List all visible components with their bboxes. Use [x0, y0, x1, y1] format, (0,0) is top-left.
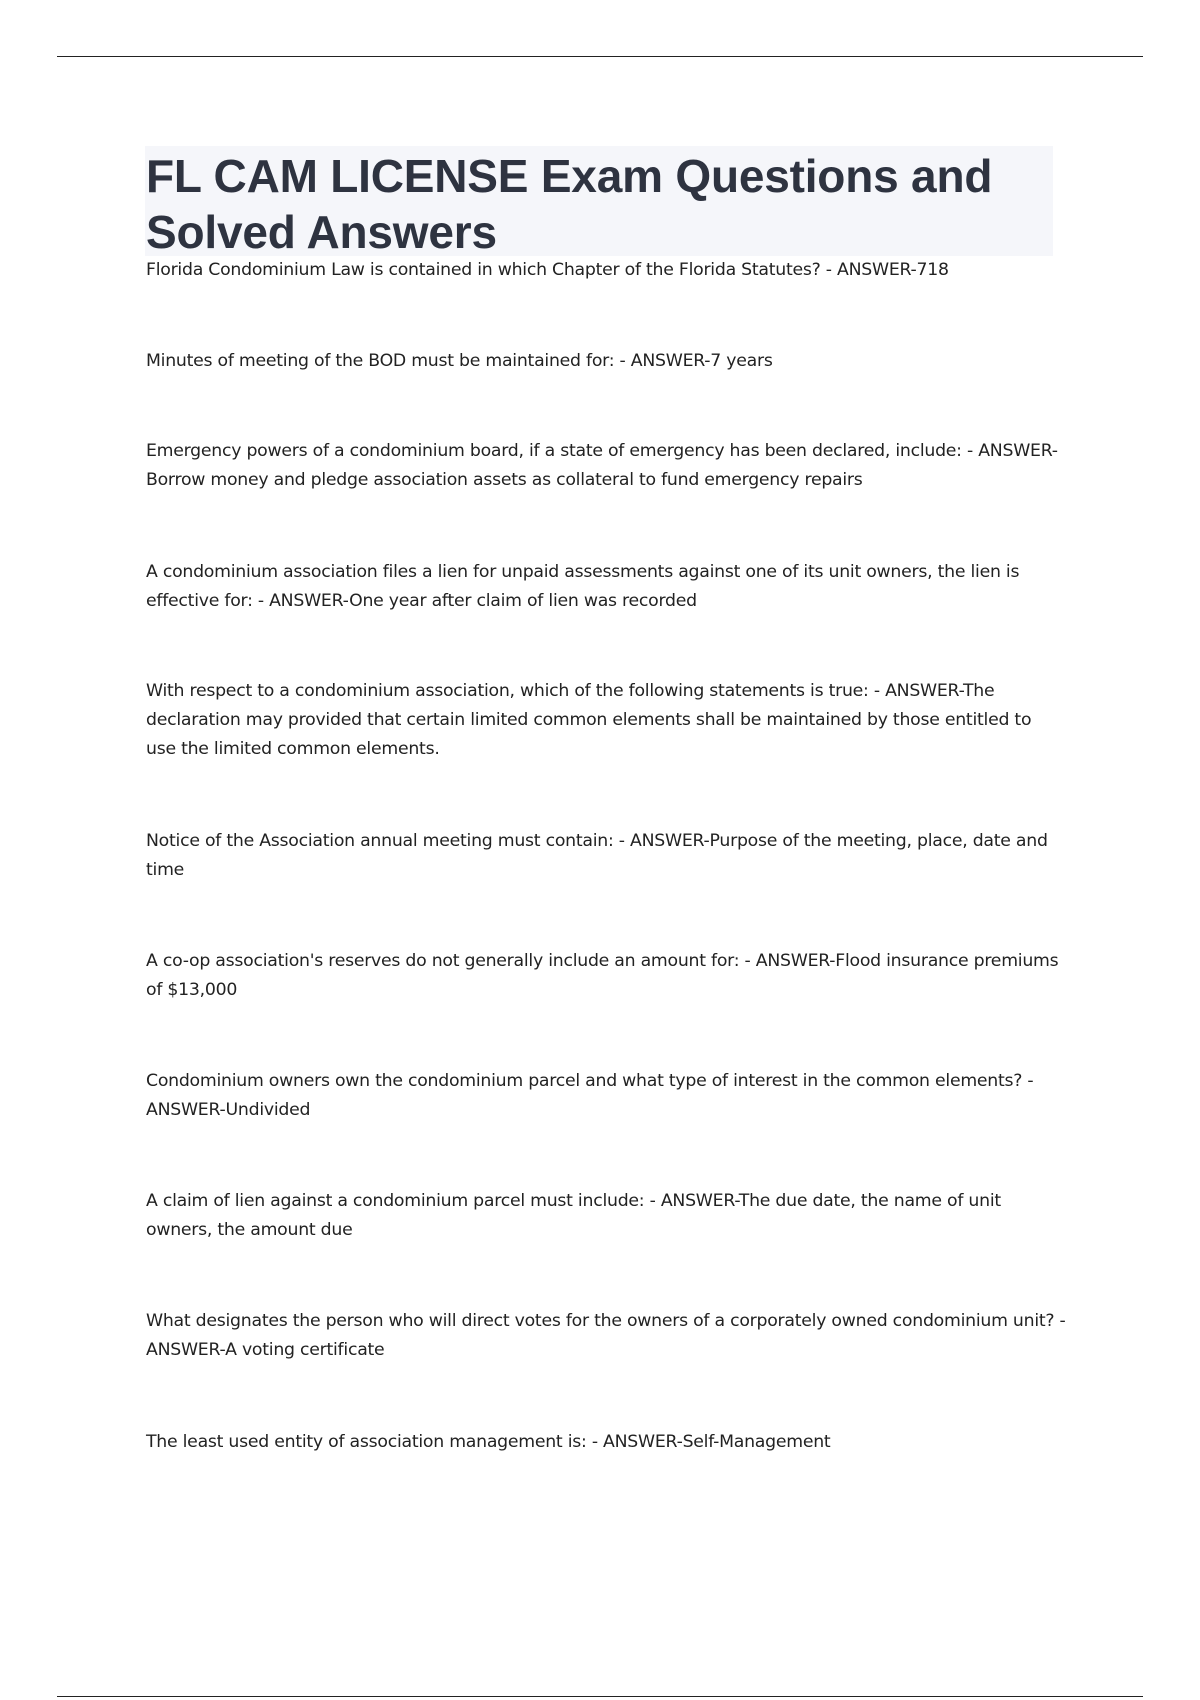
qa-item-1: Florida Condominium Law is contained in which Chapter of the Florida Statutes? - ANSWER-718: [146, 260, 949, 280]
qa-item-11: The least used entity of association management is: - ANSWER-Self-Management: [146, 1432, 831, 1452]
qa-item-7: A co-op association's reserves do not generally include an amount for: - ANSWER-Flood insurance premiums of $13,000: [146, 951, 1059, 1000]
document-title: FL CAM LICENSE Exam Questions and Solved Answers: [146, 150, 993, 258]
qa-item-8: Condominium owners own the condominium parcel and what type of interest in the common elements? - ANSWER-Undivided: [146, 1071, 1034, 1120]
top-divider: [57, 56, 1143, 57]
qa-item-6: Notice of the Association annual meeting must contain: - ANSWER-Purpose of the meeting, place, date and time: [146, 831, 1048, 880]
qa-item-5: With respect to a condominium association, which of the following statements is true: - ANSWER-The declaration may provided that certain limited common elements shall be maintained by those entitled to use the limited common elements.: [146, 681, 1032, 759]
qa-item-2: Minutes of meeting of the BOD must be maintained for: - ANSWER-7 years: [146, 351, 773, 371]
qa-item-3: Emergency powers of a condominium board, if a state of emergency has been declared, include: - ANSWER-Borrow money and pledge association assets as collateral to fund emergency repairs: [146, 441, 1058, 490]
qa-item-9: A claim of lien against a condominium parcel must include: - ANSWER-The due date, the name of unit owners, the amount due: [146, 1191, 1001, 1240]
bottom-divider: [57, 1696, 1143, 1697]
qa-item-10: What designates the person who will direct votes for the owners of a corporately owned condominium unit? - ANSWER-A voting certificate: [146, 1311, 1066, 1360]
qa-item-4: A condominium association files a lien for unpaid assessments against one of its unit owners, the lien is effective for: - ANSWER-One year after claim of lien was recorded: [146, 562, 1020, 611]
